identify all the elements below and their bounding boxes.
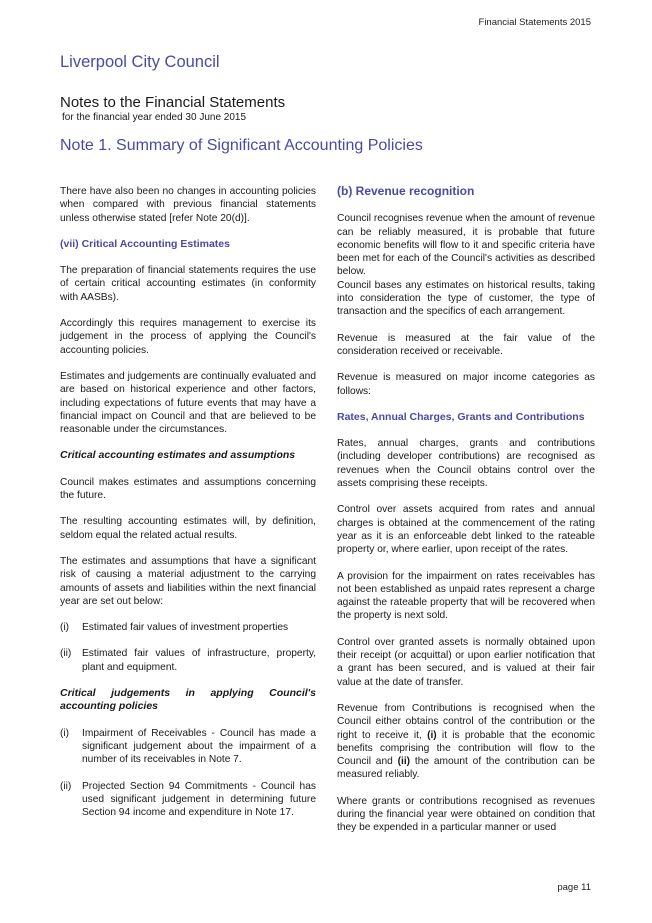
paragraph: Estimates and judgements are continually evaluated and are based on historical experience and other factors, including expectations of future events that may have a financial impact on Council and that are believed to be reasonable under the circumstances.	[60, 370, 316, 436]
council-name: Liverpool City Council	[60, 53, 220, 71]
notes-title: Notes to the Financial Statements	[60, 94, 286, 111]
paragraph: Council recognises revenue when the amount of revenue can be reliably measured, it is probable that future economic benefits will flow to it and specific criteria have been met for each of the Council's activities as described below.	[337, 213, 595, 278]
list-text: Impairment of Receivables - Council has made a significant judgement about the impairment of a number of its receivables in Note 7.	[82, 727, 316, 766]
text-run: Revenue from Contributions is recognised when the Council either obtains control of the contribution or the right to receive it,	[337, 702, 595, 741]
paragraph: Council bases any estimates on historical results, taking into consideration the type of customer, the type of transaction and the specifics of each arrangement.	[337, 279, 595, 318]
list-item	[60, 780, 316, 820]
list-number: (ii)	[60, 648, 72, 660]
list-number: (ii)	[60, 780, 72, 792]
list-item	[60, 621, 316, 634]
emphasis: (ii)	[397, 756, 411, 768]
list-item	[60, 647, 316, 674]
note-heading: Note 1. Summary of Significant Accounting Policies	[60, 137, 423, 154]
paragraph: Rates, annual charges, grants and contributions (including developer contributions) are recognised as revenues when the Council obtains control over the assets comprising these receipts.	[337, 438, 595, 490]
list-number: (i)	[60, 622, 70, 634]
paragraph: Council makes estimates and assumptions concerning the future.	[60, 476, 316, 502]
list-item	[60, 727, 316, 767]
list-number: (i)	[60, 727, 70, 739]
paragraph: A provision for the impairment on rates receivables has not been established as unpaid rates represent a charge against the rateable property that will be recovered when the property is next sold.	[337, 570, 595, 622]
text-run: it is probable that the economic benefits comprising the contribution will flow to the Council and	[337, 729, 596, 768]
paragraph: The estimates and assumptions that have a significant risk of causing a material adjustment to the carrying amounts of assets and liabilities within the next financial year are set out below:	[60, 555, 316, 607]
italic-heading: Critical accounting estimates and assumptions	[60, 449, 296, 462]
paragraph: Where grants or contributions recognised as revenues during the financial year were obtained on condition that they be expended in a particular manner or used	[337, 795, 595, 834]
list-text: Estimated fair values of investment properties	[82, 622, 289, 634]
section-heading: (vii) Critical Accounting Estimates	[60, 237, 230, 250]
page-number: page 11	[557, 882, 591, 893]
right-column	[337, 185, 595, 848]
paragraph: Control over granted assets is normally obtained upon their receipt (or acquittal) or upon earlier notification that a grant has been secured, and is valued at their fair value at the date of transfer.	[337, 636, 595, 688]
left-column	[60, 185, 316, 832]
list-text: Projected Section 94 Commitments - Council has used significant judgement in determining future Section 94 income and expenditure in Note 17.	[82, 780, 316, 819]
italic-heading: Critical judgements in applying Council's accounting policies	[60, 687, 316, 713]
paragraph: Revenue is measured on major income categories as follows:	[337, 372, 595, 397]
paragraph: The resulting accounting estimates will, by definition, seldom equal the related actual results.	[60, 516, 316, 541]
text-run: the amount of the contribution can be measured reliably.	[337, 756, 595, 781]
paragraph: There have also been no changes in accounting policies when compared with previous financial statements unless otherwise stated [refer Note 20(d)].	[60, 186, 316, 224]
paragraph: Control over assets acquired from rates and annual charges is obtained at the commencement of the rating year as it is an enforceable debt linked to the rateable property or, where earlier, upon receipt of the rates.	[337, 504, 595, 556]
section-heading: Rates, Annual Charges, Grants and Contributions	[337, 410, 585, 423]
paragraph: Accordingly this requires management to exercise its judgement in the process of applying the Council's accounting policies.	[60, 318, 316, 356]
running-header: Financial Statements 2015	[478, 17, 591, 28]
paragraph	[337, 702, 595, 782]
list-text: Estimated fair values of infrastructure, property, plant and equipment.	[82, 648, 316, 673]
section-heading: (b) Revenue recognition	[337, 184, 475, 198]
emphasis: (i)	[427, 729, 437, 741]
notes-subtitle: for the financial year ended 30 June 2015	[62, 112, 247, 123]
paragraph: The preparation of financial statements requires the use of certain critical accounting estimates (in conformity with AASBs).	[60, 265, 316, 303]
paragraph: Revenue is measured at the fair value of the consideration received or receivable.	[337, 332, 595, 357]
